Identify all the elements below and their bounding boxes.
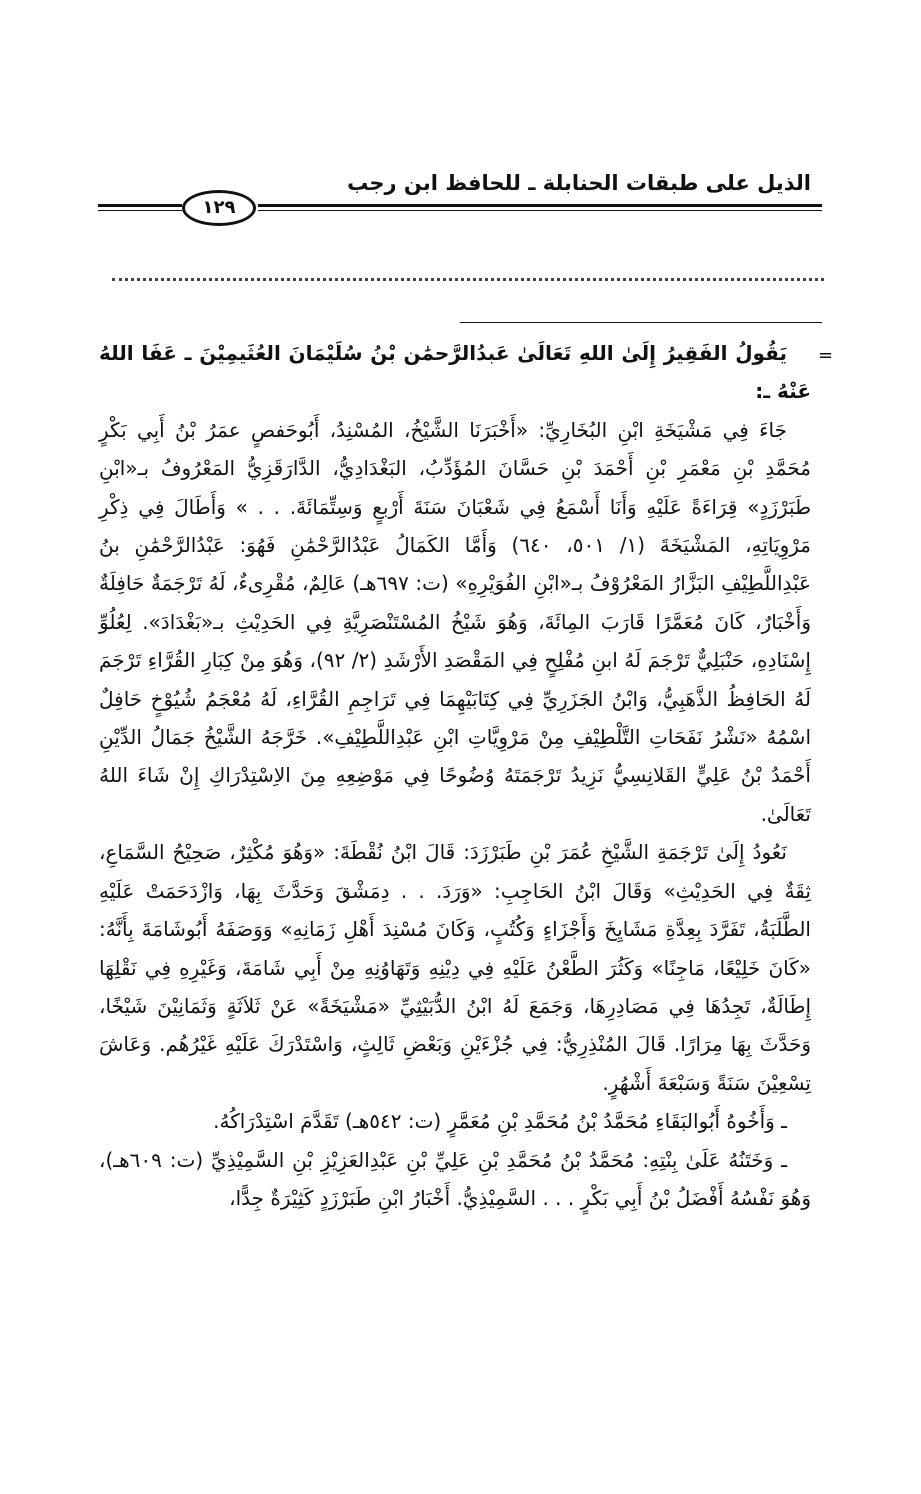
- footnote-paragraph: ـ وَأَخُوهُ أَبُوالبَقَاءِ مُحَمَّدُ بْنُ مُحَمَّدِ بْنِ مُعَمَّرٍ (ت: ٥٤٢هـ) تَقَدَّمَ اسْتِدْرَاكُهُ.: [213, 1109, 787, 1134]
- footnote-rule: [460, 322, 822, 323]
- header-rule-right: [258, 204, 822, 207]
- header-rule-left: [98, 204, 182, 207]
- header-rule-right-thin: [258, 210, 822, 211]
- footnote-paragraph: جَاءَ فِي مَشْيَخَةِ ابْنِ البُخَارِيِّ: «أَخْبَرَنَا الشَّيْخُ، المُسْنِدُ، أَبُوحَفصٍ عمَرُ بْنُ أَبِي بَكْرٍ مُحَمَّدِ بْنِ مَعْمَرِ بْنِ أَحْمَدَ بْنِ حَسَّانَ المُؤَدِّبُ، البَغْدَادِيُّ، الدَّارَقَزِيُّ المَعْرُوفُ بـ«ابْنِ طَبَرْزَدٍ» قِرَاءَةً عَلَيْهِ وَأَنَا أَسْمَعُ فِي شَعْبَانَ سَنَةَ أَرْبعٍ وَسِتِّمَائَةَ. . . » وَأَطَالَ فِي ذِكْرِ مَرْوِيَاتِهِ، المَشْيَخَةَ (١/ ٥٠١، ٦٤٠) وَأَمَّا الكَمَالُ عَبْدُالرَّحْمَٰنِ فَهُوَ: عَبْدُالرَّحْمَٰنِ بنُ عَبْدِاللَّطِيْفِ البَزَّارُ المَعْرُوْفُ بـ«ابْنِ الفُوَيْرِهِ» (ت: ٦٩٧هـ) عَالِمٌ، مُقْرِىءٌ، لَهُ تَرْجَمَةٌ حَافِلَةٌ وَأَخْبَارٌ، كَانَ مُعَمَّرًا قَارَبَ المِائَةَ، وَهُوَ شَيْخُ المُسْتَنْصَرِيَّةِ فِي الحَدِيْثِ بـ«بَغْدَادَ». لِعُلُوِّ إِسْنَادِهِ، حَنْبَلِيٌّ تَرْجَمَ لَهُ ابنِ مُفْلِحٍ فِي المَقْصَدِ الأَرْشَدِ (٢/ ٩٢)، وَهُوَ مِنْ كِبَارِ القُرَّاءِ تَرْجَمَ لَهُ الحَافِظُ الذَّهَبِيُّ، وَابْنُ الجَزَرِيِّ فِي كِتَابَيْهِمَا فِي تَرَاجِمِ القُرَّاءِ، لَهُ مُعْجَمُ شُيُوْخٍ حَافِلٌ اسْمُهُ «نَشْرُ نَفَحَاتِ التَّلْطِيْفِ مِنْ مَرْوِيَّاتِ ابْنِ عَبْدِاللَّطِيْفِ». خَرَّجَهُ الشَّيْخُ جَمَالُ الدِّيْنِ أَحْمَدُ بْنُ عَلِيٍّ القَلانِسِيُّ نَزِيدُ تَرْجَمَتَهُ وُضُوحًا فِي مَوْضِعِهِ مِنَ الاِسْتِدْرَاكِ إِنْ شَاءَ اللهُ تَعَالَىٰ.: [99, 417, 811, 826]
- page-number: ١٢٩: [182, 190, 256, 226]
- footnote-paragraph: نَعُودُ إِلَىٰ تَرْجَمَةِ الشَّيْخِ عُمَرَ بْنِ طَبَرْزَدَ: قَالَ ابْنُ نُقْطَةَ: «وَهُوَ مُكْثِرٌ، صَحِيْحُ السَّمَاعِ، ثِقَةٌ فِي الحَدِيْثِ» وَقَالَ ابْنُ الحَاجِبِ: «وَرَدَ. . . دِمَشْقَ وَحَدَّثَ بِهَا، وَازْدَحَمَتْ عَلَيْهِ الطَّلَبَةُ، تَفَرَّدَ بِعِدَّةِ مَشَايِخَ وَأَجْزَاءٍ وَكُتُبٍ، وَكَانَ مُسْنِدَ أَهْلِ زَمَانِهِ» وَوَصَفَهُ أَبُوشَامَةَ بِأَنَّهُ: «كَانَ خَلِيْعًا، مَاجِنًا» وَكَثُرَ الطَّعْنُ عَلَيْهِ فِي دِيْنِهِ وَتَهَاوُنِهِ مِنْ أَبِي شَامَةَ، وَغَيْرِهِ فِي نَقْلِهَا إِطَالَةٌ، تَجِدُهَا فِي مَصَادِرِهَا، وَجَمَعَ لَهُ ابْنُ الدُّبَيْثِيِّ «مَشْيَخَةً» عَنْ ثَلاَثَةٍ وَثَمَانِيْنَ شَيْخًا، وَحَدَّثَ بِهَا مِرَارًا. قَالَ المُنْذِرِيُّ: فِي جُزْءَيْنِ وَبَعْضِ ثَالِثٍ، وَاسْتَدْرَكَ عَلَيْهِ غَيْرُهُم. وَعَاشَ تِسْعِيْنَ سَنَةً وَسَبْعَةَ أَشْهُرٍ.: [99, 840, 811, 1095]
- running-title: الذيل على طبقات الحنابلة ـ للحافظ ابن رجب: [347, 171, 811, 195]
- dotted-separator: [112, 278, 824, 281]
- footnote-paragraph: ـ وَخَتَنُهُ عَلَىٰ بِنْتِهِ: مُحَمَّدُ بْنُ مُحَمَّدِ بْنِ عَلِيِّ بْنِ عَبْدِالعَزِيْزِ بْنِ السَّمِيْذِيِّ (ت: ٦٠٩هـ)، وَهُوَ نَفْسُهُ أَفْضَلُ بْنُ أَبِي بَكْرٍ . . . السَّمِيْذِيُّ. أَخْبَارُ ابْنِ طَبَرْزَدٍ كَثِيْرَةٌ جِدًّا،: [99, 1147, 811, 1210]
- margin-equals-mark: =: [818, 345, 834, 366]
- header-rule-left-thin: [98, 210, 182, 211]
- footnote-text: [99, 334, 811, 1217]
- footnote-author-line: يَقُولُ الفَقِيرُ إِلَىٰ اللهِ تَعَالَىٰ عَبدُالرَّحمَٰن بْنُ سُلَيْمَانَ العُثَيمِيْنَ ـ عَفَا اللهُ عَنْهُ ـ:: [99, 341, 811, 404]
